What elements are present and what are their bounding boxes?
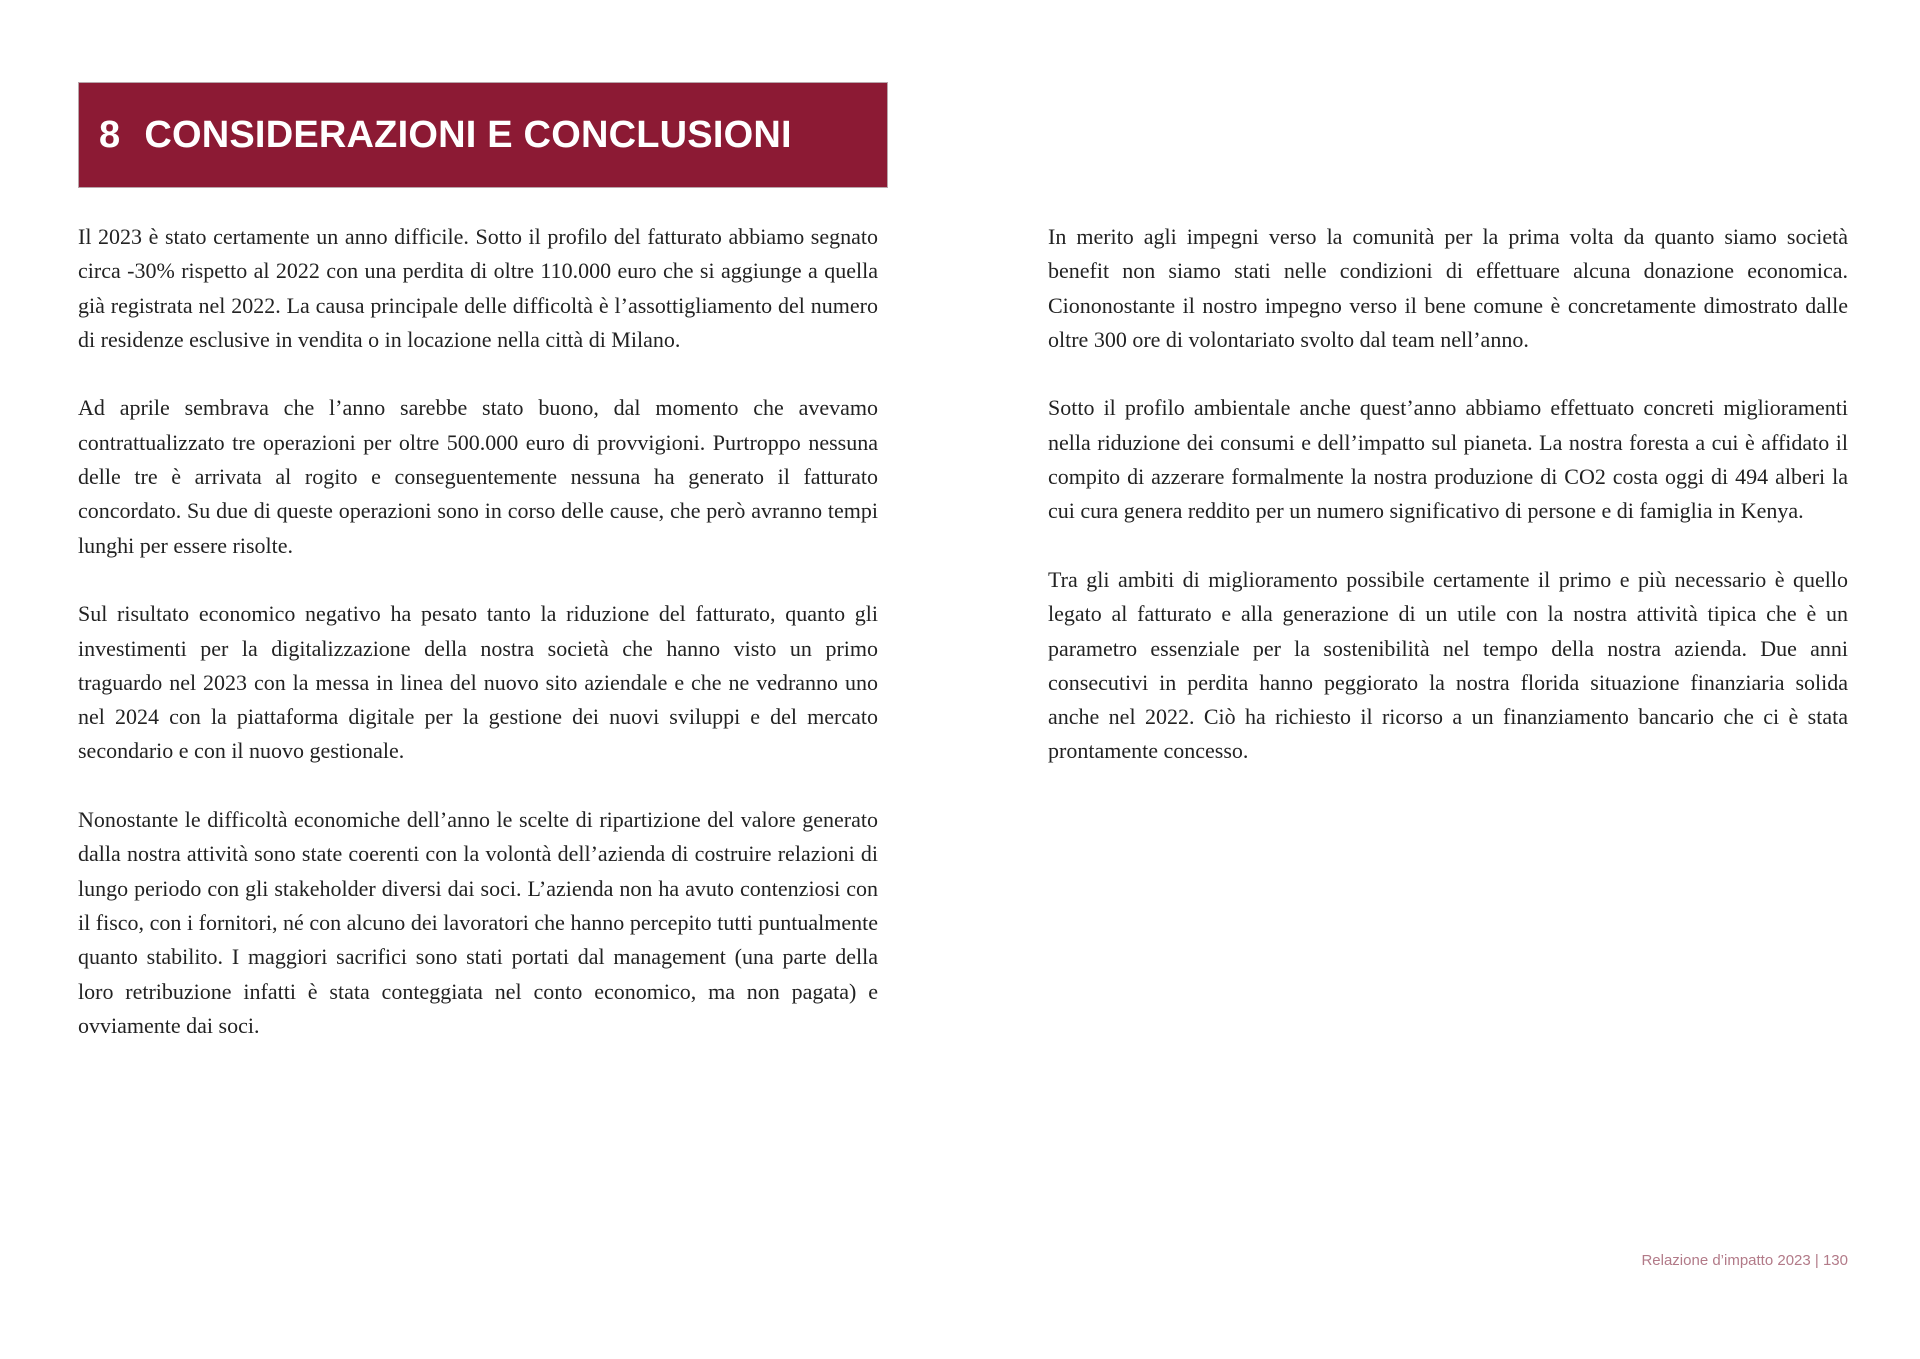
right-column (1048, 220, 1848, 803)
paragraph: Sul risultato economico negativo ha pesato tanto la riduzione del fatturato, quanto gli investimenti per la digitalizzazione della nostra società che hanno visto un primo traguardo nel 2023 con la messa in linea del nuovo sito aziendale e che ne vedranno uno nel 2024 con la piattaforma digitale per la gestione dei nuovi sviluppi e del mercato secondario e con il nuovo gestionale. (78, 601, 878, 764)
paragraph: In merito agli impegni verso la comunità per la prima volta da quanto siamo società benefit non siamo stati nelle condizioni di effettuare alcuna donazione economica. Ciononostante il nostro impegno verso il bene comune è concretamente dimostrato dalle oltre 300 ore di volontariato svolto dal team nell’anno. (1048, 224, 1848, 352)
section-number: 8 (99, 113, 121, 156)
paragraph: Tra gli ambiti di miglioramento possibile certamente il primo e più necessario è quello legato al fatturato e alla generazione di un utile con la nostra attività tipica che è un parametro essenziale per la sostenibilità nel tempo della nostra azienda. Due anni consecutivi in perdita hanno peggiorato la nostra florida situazione finanziaria solida anche nel 2022. Ciò ha richiesto il ricorso a un finanziamento bancario che ci è stata prontamente concesso. (1048, 566, 1848, 764)
page-footer: Relazione d’impatto 2023 | 130 (1641, 1252, 1848, 1269)
section-heading (99, 114, 792, 157)
paragraph: Sotto il profilo ambientale anche quest’anno abbiamo effettuato concreti miglioramenti nella riduzione dei consumi e dell’impatto sul pianeta. La nostra foresta a cui è affidato il compito di azzerare formalmente la nostra produzione di CO2 costa oggi di 494 alberi la cui cura genera reddito per un numero significativo di persone e di famiglia in Kenya. (1048, 395, 1848, 524)
section-title-bar (78, 82, 888, 188)
paragraph: Ad aprile sembrava che l’anno sarebbe stato buono, dal momento che avevamo contrattualizzato tre operazioni per oltre 500.000 euro di provvigioni. Purtroppo nessuna delle tre è arrivata al rogito e conseguentemente nessuna ha generato il fatturato concordato. Su due di queste operazioni sono in corso delle cause, che però avranno tempi lunghi per essere risolte. (78, 395, 878, 558)
paragraph: Il 2023 è stato certamente un anno difficile. Sotto il profilo del fatturato abbiamo segnato circa -30% rispetto al 2022 con una perdita di oltre 110.000 euro che si aggiunge a quella già registrata nel 2022. La causa principale delle difficoltà è l’assottigliamento del numero di residenze esclusive in vendita o in locazione nella città di Milano. (78, 224, 878, 352)
left-column (78, 220, 878, 1077)
paragraph: Nonostante le difficoltà economiche dell’anno le scelte di ripartizione del valore generato dalla nostra attività sono state coerenti con la volontà dell’azienda di costruire relazioni di lungo periodo con gli stakeholder diversi dai soci. L’azienda non ha avuto contenziosi con il fisco, con i fornitori, né con alcuno dei lavoratori che hanno percepito tutti puntualmente quanto stabilito. I maggiori sacrifici sono stati portati dal management (una parte della loro retribuzione infatti è stata conteggiata nel conto economico, ma non pagata) e ovviamente dai soci. (78, 807, 878, 1038)
section-title: CONSIDERAZIONI E CONCLUSIONI (144, 113, 792, 156)
